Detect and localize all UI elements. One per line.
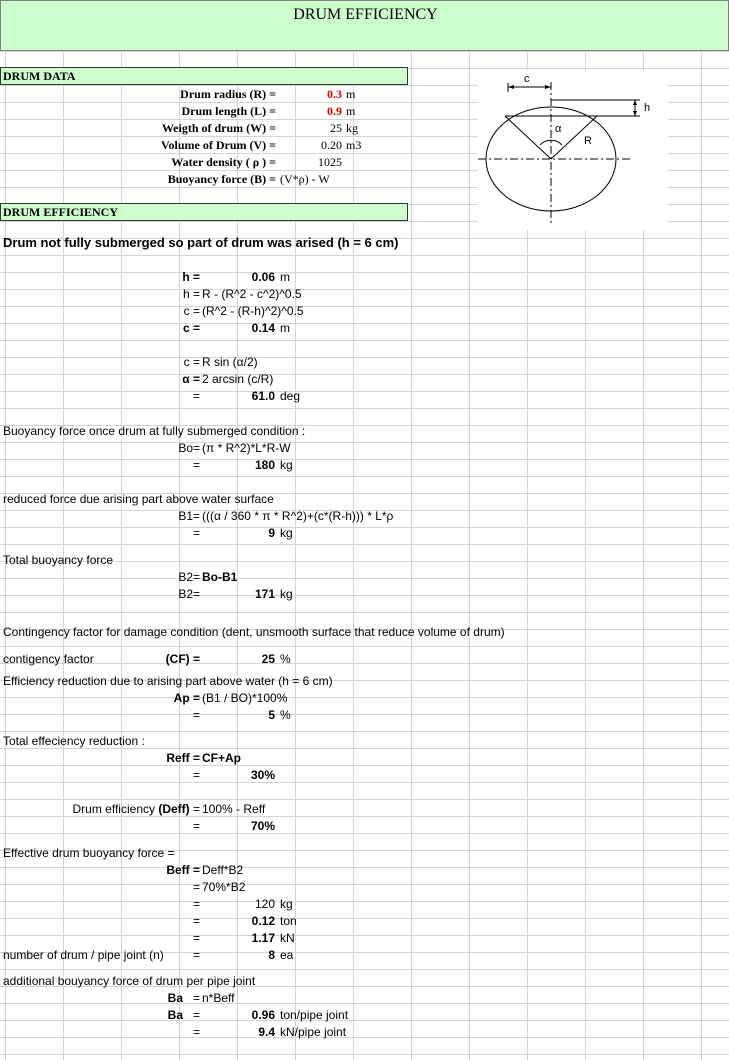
ap-label: Ap = (173, 691, 200, 705)
drum-data-header-label: DRUM DATA (3, 69, 76, 83)
ba-unit-ton: ton/pipe joint (280, 1008, 349, 1022)
h-formula-label: h = (182, 287, 200, 301)
reff-value[interactable]: 30% (250, 768, 275, 782)
c-unit: m (280, 321, 290, 335)
reff-label: Reff = (166, 751, 200, 765)
alpha-value[interactable]: 61.0 (251, 389, 275, 403)
beff-value-kg[interactable]: 120 (254, 897, 275, 911)
n-value[interactable]: 8 (268, 948, 275, 962)
drum-volume-label: Volume of Drum (V) = (160, 138, 276, 152)
title-bar (0, 0, 729, 51)
ba-value-ton[interactable]: 0.96 (251, 1008, 275, 1022)
drum-length-unit: m (346, 104, 356, 118)
cf-value[interactable]: 25 (261, 652, 275, 666)
contingency-label: contigency factor (3, 652, 94, 666)
ba-label: Ba (167, 991, 183, 1005)
h-label: h = (182, 270, 200, 284)
page-title: DRUM EFFICIENCY (293, 6, 438, 23)
deff-label-symbol: (Deff) (158, 802, 190, 816)
reff-eq: = (192, 768, 200, 782)
cf-unit: % (280, 652, 291, 666)
beff-formula-2[interactable]: 70%*B2 (202, 880, 246, 894)
drum-length-label: Drum length (L) = (181, 104, 276, 118)
b1-formula[interactable]: (((α / 360 * π * R^2)+(c*(R-h))) * L*ρ (202, 509, 394, 523)
ba-eq-2: = (192, 1008, 200, 1022)
n-unit: ea (280, 948, 294, 962)
b2-caption: Total buoyancy force (3, 553, 114, 567)
c-label: c (524, 73, 530, 85)
beff-unit-ton: ton (280, 914, 297, 928)
c-sin-formula[interactable]: R sin (α/2) (202, 355, 258, 369)
drum-weight-value[interactable]: 25 (330, 121, 342, 135)
alpha-label: α = (182, 372, 200, 386)
buoyancy-force-formula[interactable]: (V*ρ) - W (280, 172, 330, 186)
ap-unit: % (280, 708, 291, 722)
drum-length-value[interactable]: 0.9 (327, 104, 342, 118)
b1-caption: reduced force due arising part above water surface (3, 492, 274, 506)
c-formula-label: c = (183, 304, 200, 318)
deff-eq: = (192, 819, 200, 833)
h-formula[interactable]: R - (R^2 - c^2)^0.5 (202, 287, 302, 301)
reff-formula[interactable]: CF+Ap (202, 751, 241, 765)
beff-eq-3: = (192, 914, 200, 928)
ba-unit-kn: kN/pipe joint (280, 1025, 347, 1039)
drum-efficiency-header (0, 203, 408, 221)
b1-value[interactable]: 9 (268, 526, 275, 540)
ap-value[interactable]: 5 (268, 708, 275, 722)
beff-eq-1: = (192, 880, 200, 894)
ba-eq: = (192, 991, 200, 1005)
b2-label: B2= (178, 570, 200, 584)
drum-radius-value[interactable]: 0.3 (327, 87, 342, 101)
ap-eq: = (192, 708, 200, 722)
ba-caption: additional bouyancy force of drum per pipe joint (3, 974, 256, 988)
c-value[interactable]: 0.14 (251, 321, 275, 335)
beff-formula[interactable]: Deff*B2 (202, 863, 244, 877)
beff-unit-kn: kN (280, 931, 295, 945)
drum-weight-unit: kg (346, 121, 358, 135)
c-label: c = (182, 321, 200, 335)
b2-formula[interactable]: Bo-B1 (202, 570, 238, 584)
deff-label-pre: Drum efficiency (72, 802, 159, 816)
bo-unit: kg (280, 458, 293, 472)
n-label: number of drum / pipe joint (n) (3, 948, 164, 962)
bo-caption: Buoyancy force once drum at fully submerged condition : (3, 424, 306, 438)
n-eq: = (192, 948, 200, 962)
b1-label: B1= (178, 509, 200, 523)
h-label-diagram: h (644, 102, 651, 114)
ba-label-2: Ba (167, 1008, 183, 1022)
ap-formula[interactable]: (B1 / BO)*100% (202, 691, 288, 705)
beff-label: Beff = (166, 863, 200, 877)
beff-caption: Effective drum buoyancy force = (3, 846, 175, 860)
beff-eq-4: = (192, 931, 200, 945)
drum-radius-label: Drum radius (R) = (180, 87, 276, 101)
deff-value[interactable]: 70% (250, 819, 275, 833)
b2-label-2: B2= (178, 587, 200, 601)
reff-caption: Total effeciency reduction : (3, 734, 145, 748)
deff-label (20, 801, 200, 817)
alpha-formula[interactable]: 2 arcsin (c/R) (202, 372, 274, 386)
b2-unit: kg (280, 587, 293, 601)
bo-label: Bo= (178, 441, 200, 455)
alpha-label-diagram: α (555, 123, 562, 135)
bo-formula[interactable]: (π * R^2)*L*R-W (202, 441, 291, 455)
ba-value-kn[interactable]: 9.4 (258, 1025, 275, 1039)
r-label-diagram: R (584, 135, 592, 147)
drum-efficiency-header-label: DRUM EFFICIENCY (3, 205, 118, 219)
alpha-unit: deg (280, 389, 301, 403)
h-value[interactable]: 0.06 (251, 270, 275, 284)
contingency-caption: Contingency factor for damage condition (dent, unsmooth surface that reduce volume of drum) (3, 625, 505, 639)
c-sin-label: c = (183, 355, 200, 369)
beff-value-ton[interactable]: 0.12 (251, 914, 275, 928)
efficiency-subtitle: Drum not fully submerged so part of drum was arised (h = 6 cm) (3, 235, 399, 250)
buoyancy-force-label: Buoyancy force (B) = (167, 172, 276, 186)
drum-radius-unit: m (346, 87, 356, 101)
beff-value-kn[interactable]: 1.17 (251, 931, 275, 945)
bo-eq: = (192, 458, 200, 472)
drum-volume-unit: m3 (346, 138, 362, 152)
water-density-value[interactable]: 1025 (318, 155, 342, 169)
beff-unit-kg: kg (280, 897, 293, 911)
ba-eq-3: = (192, 1025, 200, 1039)
c-formula[interactable]: (R^2 - (R-h)^2)^0.5 (202, 304, 304, 318)
beff-eq-2: = (192, 897, 200, 911)
drum-weight-label: Weigth of drum (W) = (161, 121, 276, 135)
drum-data-header (0, 67, 408, 85)
deff-label-eq: = (189, 802, 200, 816)
drum-cross-section-diagram (478, 70, 668, 230)
alpha-eq: = (192, 389, 200, 403)
cf-label: (CF) = (165, 652, 200, 666)
h-unit: m (280, 270, 290, 284)
b2-value[interactable]: 171 (254, 587, 275, 601)
ap-caption: Efficiency reduction due to arising part above water (h = 6 cm) (3, 674, 333, 688)
bo-value[interactable]: 180 (254, 458, 275, 472)
diagram-background (478, 70, 668, 230)
ba-formula[interactable]: n*Beff (202, 991, 235, 1005)
b1-unit: kg (280, 526, 293, 540)
deff-formula[interactable]: 100% - Reff (202, 802, 266, 816)
b1-eq: = (192, 526, 200, 540)
drum-volume-value[interactable]: 0.20 (321, 138, 342, 152)
water-density-label: Water density ( ρ ) = (171, 155, 276, 169)
